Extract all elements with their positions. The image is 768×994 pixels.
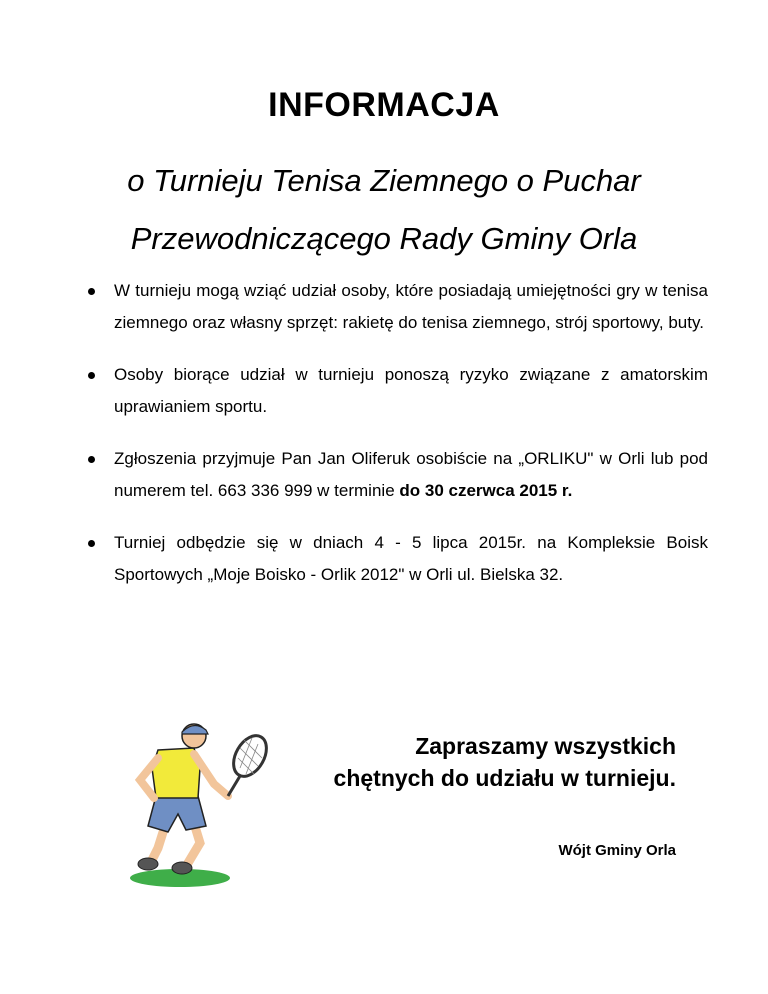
invitation-text (256, 730, 676, 794)
info-list (88, 275, 708, 611)
document-subtitle (0, 152, 768, 268)
bullet-icon (88, 372, 95, 379)
document-title: INFORMACJA (268, 86, 500, 124)
signature: Wójt Gminy Orla (558, 842, 676, 859)
deadline-text: do 30 czerwca 2015 r. (399, 481, 573, 500)
list-item (88, 359, 708, 423)
bullet-icon (88, 456, 95, 463)
list-item-text: Osoby biorące udział w turnieju ponoszą ryzyko związane z amatorskim uprawianiem sportu. (114, 365, 708, 416)
list-item (88, 275, 708, 339)
list-item (88, 443, 708, 507)
subtitle-line-1: o Turnieju Tenisa Ziemnego o Puchar (127, 163, 641, 198)
list-item-text: Zgłoszenia przyjmuje Pan Jan Oliferuk osobiście na „ORLIKU" w Orli lub pod numerem tel. 663 336 999 w terminie (114, 449, 708, 500)
bullet-icon (88, 288, 95, 295)
list-item-text: Turniej odbędzie się w dniach 4 - 5 lipca 2015r. na Kompleksie Boisk Sportowych „Moje Boisko - Orlik 2012" w Orli ul. Bielska 32. (114, 533, 708, 584)
invitation-line-1: Zapraszamy wszystkich (415, 733, 676, 759)
list-item (88, 527, 708, 591)
bullet-icon (88, 540, 95, 547)
invitation-line-2: chętnych do udziału w turnieju. (333, 765, 676, 791)
list-item-text: W turnieju mogą wziąć udział osoby, które posiadają umiejętności gry w tenisa ziemnego oraz własny sprzęt: rakietę do tenisa ziemnego, strój sportowy, buty. (114, 281, 708, 332)
subtitle-line-2: Przewodniczącego Rady Gminy Orla (130, 221, 638, 256)
